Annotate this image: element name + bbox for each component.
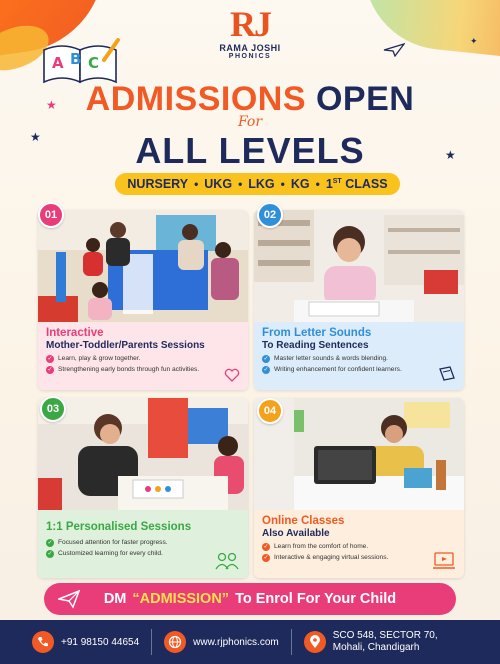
star-icon: ✦ xyxy=(470,36,478,46)
cta-dm: DM xyxy=(103,591,127,607)
card-number-badge: 04 xyxy=(257,398,283,424)
check-icon: ✓ xyxy=(47,551,53,557)
classroom-photo xyxy=(254,398,464,510)
card-bullet: ✓ Interactive & engaging virtual sessions. xyxy=(263,554,389,561)
card-title: Interactive xyxy=(46,327,104,339)
card-personalised xyxy=(38,398,248,578)
card-number-badge: 01 xyxy=(38,202,64,228)
card-bullet: ✓ Master letter sounds & words blending. xyxy=(263,355,388,362)
globe-icon xyxy=(164,631,186,653)
first-sup: ST xyxy=(332,177,342,185)
book-icon xyxy=(438,366,456,382)
classroom-photo xyxy=(38,398,248,510)
location-pin-icon xyxy=(304,631,326,653)
address-contact[interactable] xyxy=(304,630,438,654)
card-bullet: ✓ Strengthening early bonds through fun activities. xyxy=(47,366,200,373)
for-text: For xyxy=(237,114,263,130)
divider xyxy=(291,629,292,655)
card-subtitle: Mother-Toddler/Parents Sessions xyxy=(46,340,205,351)
star-icon: ★ xyxy=(445,148,456,162)
card-bullet: ✓ Customized learning for every child. xyxy=(47,550,163,557)
all-levels-heading: ALL LEVELS xyxy=(135,130,365,171)
level-separator: • xyxy=(194,177,199,191)
class-word: CLASS xyxy=(345,177,388,191)
check-icon: ✓ xyxy=(263,555,269,561)
contact-footer xyxy=(0,620,500,664)
logo-mark: RJ xyxy=(230,4,270,44)
level-item: UKG xyxy=(204,177,233,191)
level-separator: • xyxy=(315,177,320,191)
phone-number: +91 98150 44654 xyxy=(61,636,140,648)
logo-sub: PHONICS xyxy=(228,53,272,60)
first-num: 1 xyxy=(325,177,333,191)
heart-icon xyxy=(224,368,240,382)
address-line-2: Mohali, Chandigarh xyxy=(332,642,420,653)
check-icon: ✓ xyxy=(47,356,53,362)
card-bullet: ✓ Learn, play & grow together. xyxy=(47,355,141,362)
card-title: 1:1 Personalised Sessions xyxy=(46,521,192,533)
check-icon: ✓ xyxy=(263,544,269,550)
laptop-icon xyxy=(432,552,456,570)
brand-logo xyxy=(210,6,290,60)
people-icon xyxy=(214,552,240,570)
card-mother-toddler xyxy=(38,210,248,390)
card-body xyxy=(254,322,464,390)
svg-text:B: B xyxy=(70,50,82,68)
website-contact[interactable] xyxy=(164,631,279,653)
address-line-1: SCO 548, SECTOR 70, xyxy=(332,630,438,641)
check-icon: ✓ xyxy=(263,356,269,362)
divider xyxy=(151,629,152,655)
card-subtitle: Also Available xyxy=(262,528,330,539)
admissions-word: ADMISSIONS xyxy=(85,80,307,118)
check-icon: ✓ xyxy=(47,367,53,373)
card-bullet: ✓ Focused attention for faster progress. xyxy=(47,539,168,546)
card-bullet: ✓ Learn from the comfort of home. xyxy=(263,543,369,550)
logo-name: RAMA JOSHI xyxy=(219,43,281,53)
card-online-classes xyxy=(254,398,464,578)
card-title: Online Classes xyxy=(262,515,345,527)
cta-admission: “ADMISSION” xyxy=(132,591,230,607)
card-body xyxy=(254,510,464,578)
level-separator: • xyxy=(238,177,243,191)
abc-book-icon xyxy=(42,38,120,84)
level-item: KG xyxy=(290,177,310,191)
classroom-photo xyxy=(38,210,248,322)
check-icon: ✓ xyxy=(47,540,53,546)
cta-enrol: To Enrol For Your Child xyxy=(235,591,397,607)
card-subtitle: To Reading Sentences xyxy=(262,340,369,351)
website-url: www.rjphonics.com xyxy=(193,636,279,648)
open-word: OPEN xyxy=(315,80,415,118)
svg-text:A: A xyxy=(52,54,64,72)
dm-admission-banner[interactable] xyxy=(44,583,456,615)
card-title: From Letter Sounds xyxy=(262,327,372,339)
green-corner-shape xyxy=(356,0,500,59)
svg-text:C: C xyxy=(88,54,100,72)
card-bullet: ✓ Writing enhancement for confident learners. xyxy=(263,366,402,373)
star-icon: ★ xyxy=(46,98,57,112)
level-item: NURSERY xyxy=(127,177,189,191)
levels-banner xyxy=(115,173,400,195)
star-icon: ★ xyxy=(30,130,41,144)
address xyxy=(333,630,438,654)
card-body xyxy=(38,510,248,578)
check-icon: ✓ xyxy=(263,367,269,373)
paper-plane-icon xyxy=(58,589,80,609)
level-item-first-class xyxy=(326,177,388,191)
card-number-badge: 03 xyxy=(40,396,66,422)
level-item: LKG xyxy=(248,177,275,191)
level-separator: • xyxy=(280,177,285,191)
classroom-photo xyxy=(254,210,464,322)
phone-icon xyxy=(32,631,54,653)
paper-plane-icon xyxy=(383,43,405,57)
card-number-badge: 02 xyxy=(257,202,283,228)
card-letter-sounds xyxy=(254,210,464,390)
phone-contact[interactable] xyxy=(32,631,139,653)
card-body xyxy=(38,322,248,390)
